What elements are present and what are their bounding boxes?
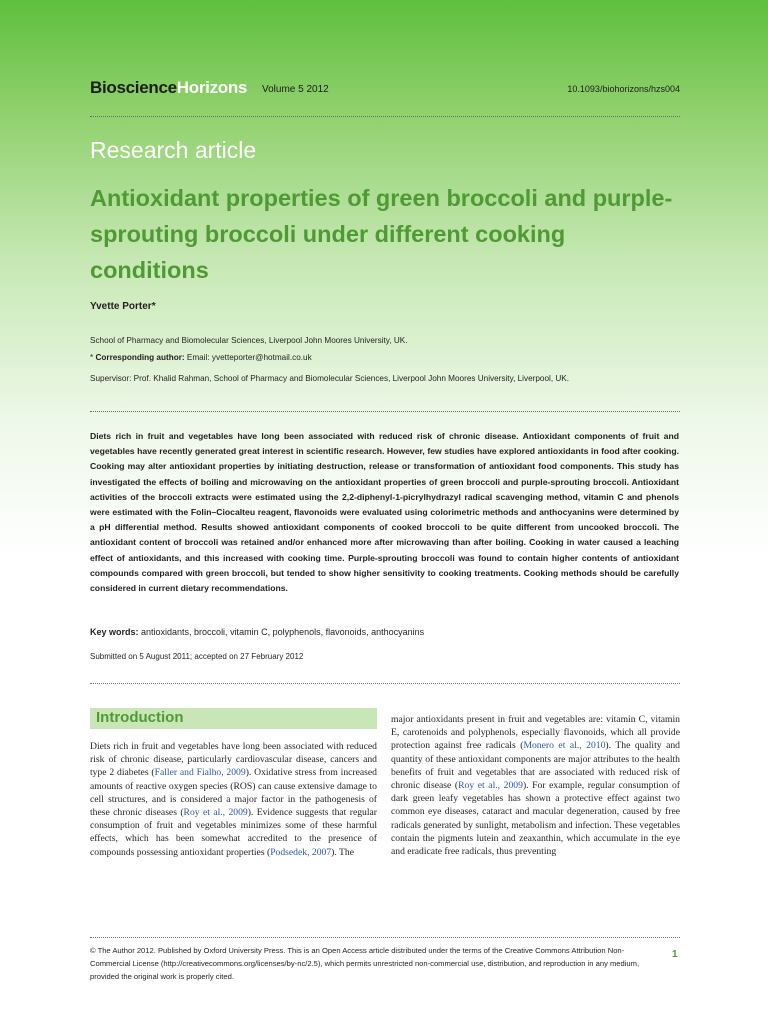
license-footer: © The Author 2012. Published by Oxford University Press. This is an Open Access article distributed under the terms of the Creative Commons Attribution Non-Commercial License (http://creativecommons.org/licenses/by-nc/2.5), which permits unrestricted non-commercial use, distribution, and reproduction in any medium, provided the original work is properly cited. — [90, 946, 640, 981]
article-doi[interactable]: 10.1093/biohorizons/hzs004 — [567, 84, 680, 94]
article-title: Antioxidant properties of green broccoli and purple-sprouting broccoli under different cooking conditions — [90, 185, 673, 283]
citation-link[interactable]: Monero et al., 2010 — [523, 740, 606, 752]
divider — [90, 683, 680, 684]
page-number: 1 — [672, 949, 678, 960]
divider — [90, 937, 680, 938]
divider — [90, 411, 680, 412]
submission-dates: Submitted on 5 August 2011; accepted on 27 February 2012 — [90, 652, 304, 661]
citation-link[interactable]: Roy et al., 2009 — [458, 780, 523, 792]
journal-header — [90, 78, 680, 102]
journal-logo: BioscienceHorizons — [90, 78, 248, 97]
corresponding-author: * Corresponding author: Email: yvetteporter@hotmail.co.uk — [90, 353, 312, 362]
body-column-left: Diets rich in fruit and vegetables have long been associated with reduced risk of chronic disease, particularly cardiovascular disease, cancers and type 2 diabetes (Faller and Fialho, 2009). Oxidative stress from increased amounts of reactive oxygen species (ROS) can cause extensive damage to cell structures, and is considered a major factor in the pathogenesis of these chronic diseases (Roy et al., 2009). Evidence suggests that regular consumption of fruit and vegetables minimizes some of these harmful effects, which has been somewhat accredited to the presence of compounds possessing antioxidant properties (Podsedek, 2007). The — [90, 741, 377, 858]
journal-volume: Volume 5 2012 — [262, 84, 329, 95]
affiliation: School of Pharmacy and Biomolecular Sciences, Liverpool John Moores University, UK. — [90, 336, 408, 345]
keywords: Key words: antioxidants, broccoli, vitamin C, polyphenols, flavonoids, anthocyanins — [90, 627, 425, 637]
article-type: Research article — [90, 137, 257, 163]
supervisor: Supervisor: Prof. Khalid Rahman, School of Pharmacy and Biomolecular Sciences, Liverpool John Moores University, Liverpool, UK. — [90, 374, 570, 383]
abstract: Diets rich in fruit and vegetables have long been associated with reduced risk of chronic disease. Antioxidant components of fruit and vegetables have recently generated great interest in scientific research. However, few studies have explored antioxidants in food after cooking. Cooking may alter antioxidant properties by initiating destruction, release or transformation of antioxidant food components. This study has investigated the effects of boiling and microwaving on the antioxidant properties of green broccoli and purple-sprouting broccoli. Antioxidant activities of the broccoli extracts were estimated using the 2,2-diphenyl-1-picrylhydrazyl radical scavenging method, vitamin C and phenols were estimated with the Folin–Ciocalteu reagent, flavonoids were evaluated using colorimetric methods and anthocyanins were determined by a pH differential method. Results showed antioxidant components of cooked broccoli to be quite different from uncooked broccoli. The antioxidant content of broccoli was retained and/or enhanced more after microwaving than after boiling. Cooking in water caused a leaching effect of antioxidants, and this increased with cooking time. Purple-sprouting broccoli was found to contain higher contents of antioxidant compounds compared with green broccoli, but tended to show higher sensitivity to cooking treatments. Cooking methods should be carefully considered in current dietary recommendations. — [90, 431, 679, 594]
author-name: Yvette Porter* — [90, 301, 156, 312]
introduction-heading-bar — [90, 708, 377, 729]
author-email[interactable]: Email: yvetteporter@hotmail.co.uk — [184, 353, 312, 362]
citation-link[interactable]: Roy et al., 2009 — [183, 807, 248, 819]
citation-link[interactable]: Podsedek, 2007 — [270, 846, 332, 858]
body-column-right: major antioxidants present in fruit and vegetables are: vitamin C, vitamin E, carotenoids and polyphenols, especially flavonoids, which all provide protection against free radicals (Monero et al., 2010). The quality and quantity of these antioxidant components are major attributes to the health benefits of fruit and vegetables that are associated with reduced risk of chronic disease (Roy et al., 2009). For example, regular consumption of dark green leafy vegetables has shown a protective effect against two common eye diseases, cataract and macular degeneration, caused by free radicals generated by sunlight, metabolism and infection. These vegetables contain the pigments lutein and zeaxanthin, which accumulate in the eye and eradicate free radicals, thus preventing — [391, 714, 680, 858]
citation-link[interactable]: Faller and Fialho, 2009 — [154, 767, 246, 779]
introduction-heading: Introduction — [96, 709, 184, 726]
divider — [90, 116, 680, 117]
